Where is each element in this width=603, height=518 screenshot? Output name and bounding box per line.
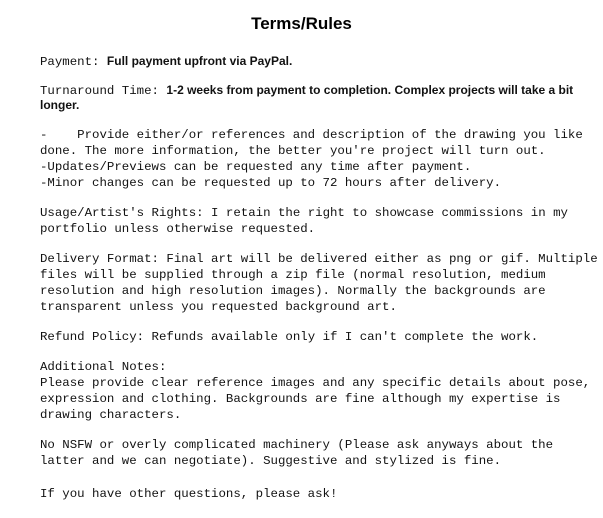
bullet-line4: -Minor changes can be requested up to 72 hours after delivery. [40, 176, 502, 190]
nsfw-line1: No NSFW or overly complicated machinery (Please ask anyways about the [40, 438, 554, 452]
delivery-text-line4: transparent unless you requested background art. [40, 300, 397, 314]
delivery-text-line1: Final art will be delivered either as png or gif. Multiple [166, 252, 598, 266]
turnaround-label: Turnaround Time: [40, 84, 167, 98]
usage-section [40, 205, 576, 237]
delivery-text-line2: files will be supplied through a zip file (normal resolution, medium [40, 268, 546, 282]
notes-label: Additional Notes: [40, 360, 167, 374]
nsfw-section [40, 437, 576, 469]
turnaround-section [40, 81, 576, 113]
notes-line3: drawing characters. [40, 408, 182, 422]
bullet-line3: -Updates/Previews can be requested any time after payment. [40, 160, 472, 174]
payment-text: Full payment upfront via PayPal. [106, 54, 293, 68]
payment-section [40, 52, 576, 68]
closing-text: If you have other questions, please ask! [40, 487, 338, 501]
turnaround-text-line1: 1-2 weeks from payment to completion. Complex projects will take a bit [166, 83, 574, 97]
bullet-line2: done. The more information, the better you're project will turn out. [40, 144, 546, 158]
refund-section [40, 329, 576, 345]
notes-line1: Please provide clear reference images and any specific details about pose, [40, 376, 591, 390]
notes-line2: expression and clothing. Backgrounds are fine although my expertise is [40, 392, 561, 406]
nsfw-line2: latter and we can negotiate). Suggestive and stylized is fine. [40, 454, 502, 468]
delivery-label: Delivery Format: [40, 252, 167, 266]
delivery-section [40, 251, 598, 315]
usage-label: Usage/Artist's Rights: [40, 206, 212, 220]
payment-label: Payment: [40, 55, 107, 69]
usage-text-line2: portfolio unless otherwise requested. [40, 222, 316, 236]
closing-section [40, 486, 576, 502]
usage-text-line1: I retain the right to showcase commissions in my [211, 206, 568, 220]
turnaround-text-line2: longer. [40, 98, 80, 112]
delivery-text-line3: resolution and high resolution images). Normally the backgrounds are [40, 284, 546, 298]
refund-text: Refunds available only if I can't complete the work. [151, 330, 539, 344]
refund-label: Refund Policy: [40, 330, 152, 344]
bullets-section [40, 127, 583, 191]
bullet-line1: - Provide either/or references and description of the drawing you like [40, 128, 583, 142]
page-title: Terms/Rules [251, 14, 352, 33]
notes-section [40, 359, 591, 423]
